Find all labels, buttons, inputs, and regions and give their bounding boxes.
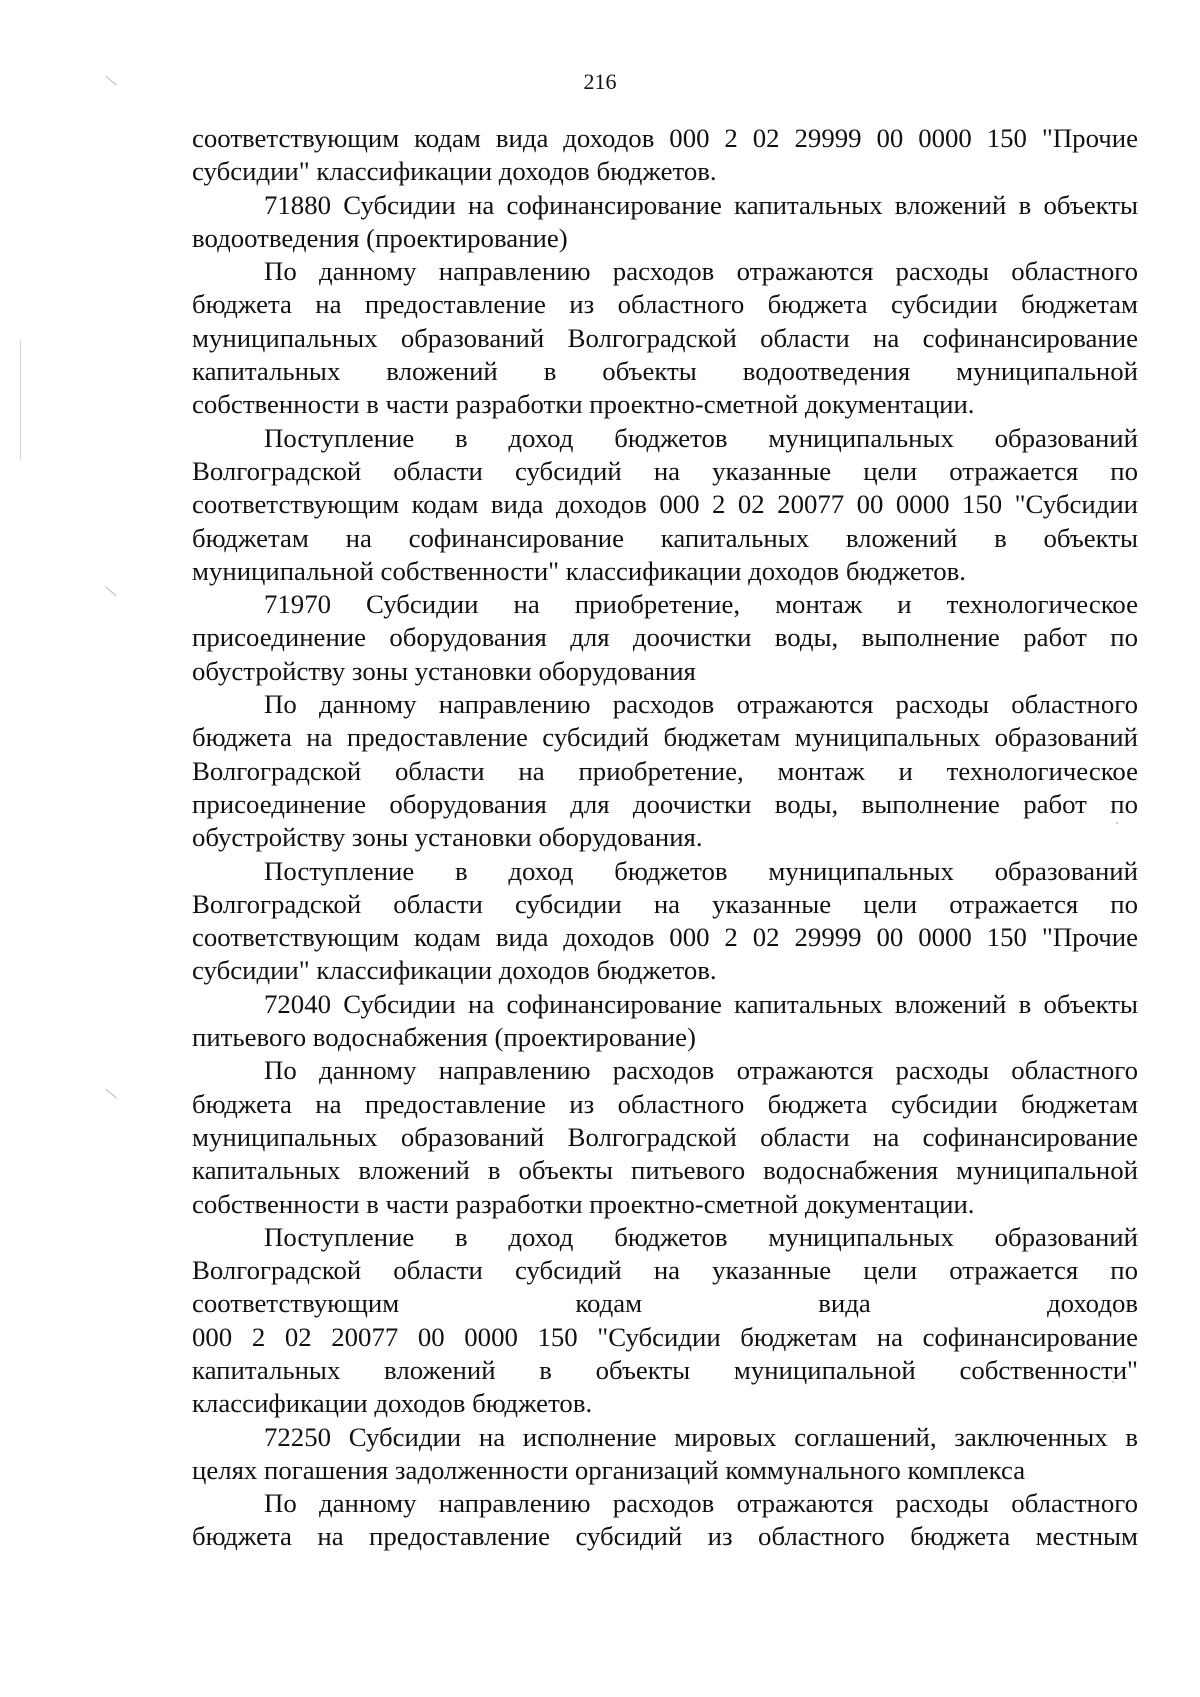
text-line: капитальных вложений в объекты муниципальной собственности": [192, 1354, 1138, 1385]
text-line: муниципальной собственности" классификации доходов бюджетов.: [192, 555, 966, 586]
text-line: собственности в части разработки проектно-сметной документации.: [192, 389, 975, 420]
text-line: питьевого водоснабжения (проектирование): [192, 1022, 696, 1053]
paragraph: [192, 688, 1138, 854]
text-line: 71970 Субсидии на приобретение, монтаж и технологическое: [264, 589, 1138, 620]
paragraph: [192, 1421, 1138, 1488]
text-line: соответствующим кодам вида доходов 000 2 02 29999 00 0000 150 "Прочие: [192, 123, 1138, 153]
text-line: муниципальных образований Волгоградской области на софинансирование: [192, 322, 1138, 353]
text-line: 72250 Субсидии на исполнение мировых соглашений, заключенных в: [264, 1421, 1138, 1452]
text-line: субсидии" классификации доходов бюджетов.: [192, 955, 717, 986]
text-line: соответствующим кодам вида доходов 000 2 02 20077 00 0000 150 "Субсидии: [192, 489, 1138, 520]
scan-edge-shadow: [20, 340, 21, 460]
paragraph: [192, 189, 1138, 256]
text-line: По данному направлению расходов отражаются расходы областного: [264, 689, 1138, 720]
text-line: капитальных вложений в объекты водоотведения муниципальной: [192, 356, 1138, 387]
text-line: бюджетам на софинансирование капитальных вложений в объекты: [192, 522, 1138, 553]
paragraph: [192, 1487, 1138, 1554]
text-line: присоединение оборудования для доочистки воды, выполнение работ по: [192, 788, 1138, 819]
text-line: целях погашения задолженности организаций коммунального комплекса: [192, 1454, 1026, 1485]
scan-mark-middle: [105, 587, 116, 597]
text-line: бюджета на предоставление из областного бюджета субсидии бюджетам: [192, 1088, 1138, 1119]
text-line: соответствующим кодам вида доходов 000 2 02 29999 00 0000 150 "Прочие: [192, 922, 1138, 953]
paragraph: [192, 122, 1138, 189]
text-line: капитальных вложений в объекты питьевого водоснабжения муниципальной: [192, 1155, 1138, 1186]
text-line: муниципальных образований Волгоградской области на софинансирование: [192, 1121, 1138, 1152]
paragraph: [192, 422, 1138, 588]
paragraph: [192, 988, 1138, 1055]
text-line: бюджета на предоставление субсидий бюджетам муниципальных образований: [192, 722, 1138, 753]
text-line: соответствующим кодам вида доходов: [192, 1288, 1138, 1319]
text-line: 000 2 02 20077 00 0000 150 "Субсидии бюджетам на софинансирование: [192, 1321, 1138, 1352]
text-line: классификации доходов бюджетов.: [192, 1388, 593, 1419]
text-line: Волгоградской области на приобретение, монтаж и технологическое: [192, 755, 1138, 786]
scan-mark-lower: [105, 1089, 116, 1099]
text-line: присоединение оборудования для доочистки воды, выполнение работ по: [192, 622, 1138, 653]
text-line: бюджета на предоставление субсидий из областного бюджета местным: [192, 1521, 1138, 1552]
document-body: [192, 122, 1138, 1554]
text-line: субсидии" классификации доходов бюджетов.: [192, 156, 717, 187]
text-line: бюджета на предоставление из областного бюджета субсидии бюджетам: [192, 289, 1138, 320]
page-number: 216: [583, 69, 617, 94]
text-line: По данному направлению расходов отражаются расходы областного: [264, 1055, 1138, 1086]
text-line: Поступление в доход бюджетов муниципальных образований: [264, 422, 1138, 453]
text-line: Поступление в доход бюджетов муниципальных образований: [264, 1221, 1138, 1252]
text-line: 72040 Субсидии на софинансирование капитальных вложений в объекты: [264, 988, 1138, 1019]
text-line: По данному направлению расходов отражаются расходы областного: [264, 256, 1138, 287]
paragraph: [192, 1221, 1138, 1421]
text-line: обустройству зоны установки оборудования.: [192, 822, 703, 853]
text-line: Волгоградской области субсидий на указанные цели отражается по: [192, 455, 1138, 486]
text-line: Волгоградской области субсидии на указанные цели отражается по: [192, 888, 1138, 919]
text-line: Поступление в доход бюджетов муниципальных образований: [264, 855, 1138, 886]
text-line: 71880 Субсидии на софинансирование капитальных вложений в объекты: [264, 189, 1138, 220]
paragraph: [192, 255, 1138, 421]
text-line: обустройству зоны установки оборудования: [192, 655, 696, 686]
text-line: собственности в части разработки проектно-сметной документации.: [192, 1188, 975, 1219]
text-line: По данному направлению расходов отражаются расходы областного: [264, 1488, 1138, 1519]
text-line: водоотведения (проектирование): [192, 222, 568, 253]
paragraph: [192, 588, 1138, 688]
text-line: Волгоградской области субсидий на указанные цели отражается по: [192, 1255, 1138, 1286]
paragraph: [192, 855, 1138, 988]
paragraph: [192, 1054, 1138, 1220]
